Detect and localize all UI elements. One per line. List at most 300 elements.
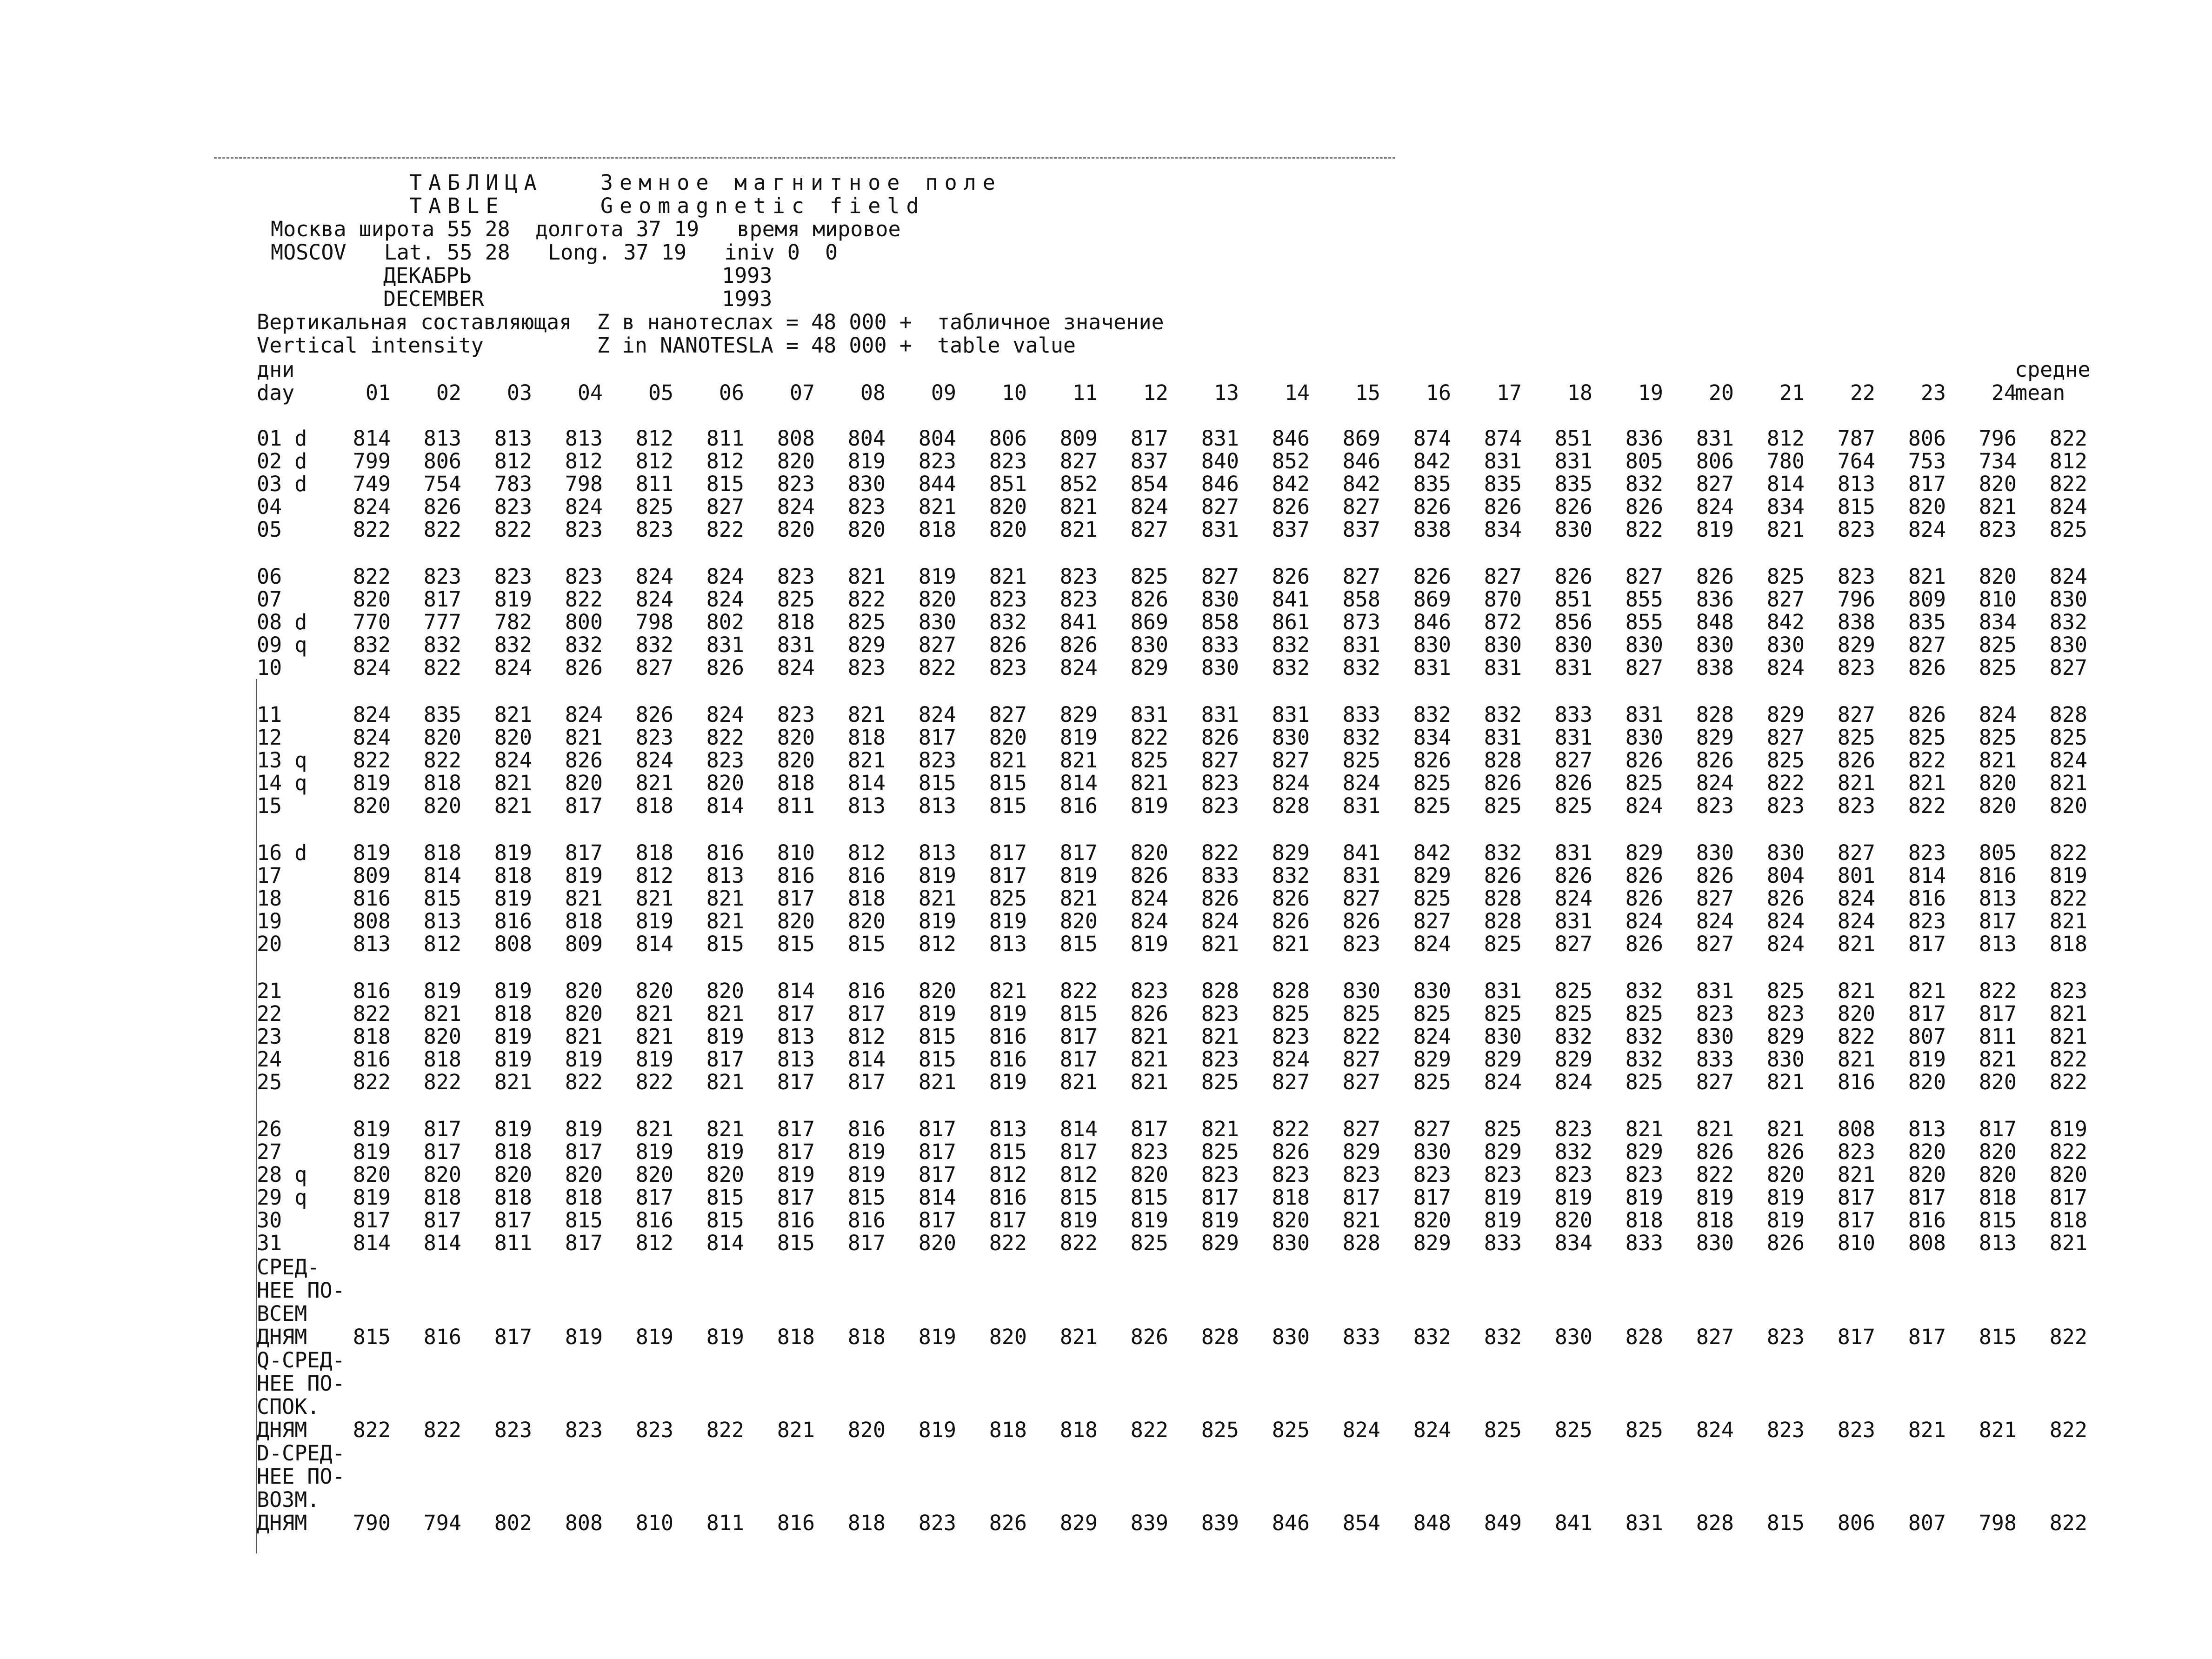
table-cell: 823 xyxy=(1837,793,1875,818)
table-cell: 817 xyxy=(565,840,603,865)
table-cell: 819 xyxy=(1696,517,1734,542)
table-cell: 819 xyxy=(1696,1185,1734,1210)
table-cell: 826 xyxy=(1625,748,1663,773)
day-label: 09 q xyxy=(257,633,307,657)
table-cell: 830 xyxy=(1413,633,1451,657)
table-cell: 829 xyxy=(1059,702,1098,727)
row-mean-value: 812 xyxy=(2049,449,2087,473)
table-cell: 820 xyxy=(353,793,391,818)
table-cell: 820 xyxy=(1979,771,2017,795)
table-cell: 812 xyxy=(635,449,673,473)
day-label: 05 xyxy=(257,517,282,542)
row-mean-value: 822 xyxy=(2049,1047,2087,1072)
table-cell: 827 xyxy=(1342,1117,1380,1141)
table-cell: 824 xyxy=(1130,886,1168,911)
summary-cell: 818 xyxy=(1059,1418,1098,1442)
summary-cell: 819 xyxy=(635,1325,673,1349)
table-cell: 813 xyxy=(918,840,956,865)
table-cell: 815 xyxy=(423,886,461,911)
table-cell: 834 xyxy=(1484,517,1522,542)
table-cell: 819 xyxy=(1201,1208,1239,1233)
table-cell: 825 xyxy=(1979,633,2017,657)
table-cell: 827 xyxy=(1201,748,1239,773)
table-cell: 819 xyxy=(1059,725,1098,750)
summary-cell: 823 xyxy=(1766,1418,1805,1442)
table-cell: 813 xyxy=(1908,1117,1946,1141)
table-cell: 819 xyxy=(1908,1047,1946,1072)
table-cell: 855 xyxy=(1625,610,1663,634)
table-cell: 824 xyxy=(565,702,603,727)
table-cell: 824 xyxy=(1342,771,1380,795)
table-cell: 823 xyxy=(565,564,603,589)
table-cell: 827 xyxy=(1625,655,1663,680)
hour-header-12: 12 xyxy=(1143,380,1168,405)
table-cell: 819 xyxy=(353,771,391,795)
table-cell: 823 xyxy=(1272,1162,1310,1187)
table-cell: 820 xyxy=(706,979,744,1003)
table-cell: 820 xyxy=(777,909,815,933)
table-cell: 813 xyxy=(989,1117,1027,1141)
table-cell: 819 xyxy=(353,840,391,865)
table-cell: 826 xyxy=(1554,863,1592,888)
table-cell: 821 xyxy=(1979,748,2017,773)
table-cell: 754 xyxy=(423,472,461,496)
table-cell: 869 xyxy=(1130,610,1168,634)
table-cell: 819 xyxy=(635,909,673,933)
table-cell: 819 xyxy=(1059,863,1098,888)
table-cell: 829 xyxy=(1272,840,1310,865)
table-cell: 822 xyxy=(918,655,956,680)
table-cell: 854 xyxy=(1130,472,1168,496)
table-cell: 819 xyxy=(353,1139,391,1164)
table-cell: 825 xyxy=(1342,748,1380,773)
table-cell: 858 xyxy=(1342,587,1380,612)
component-ru: Вертикальная составляющая Z в нанотеслах = 48 000 + табличное значение xyxy=(257,310,1164,334)
table-cell: 826 xyxy=(635,702,673,727)
table-cell: 819 xyxy=(1766,1185,1805,1210)
day-label: 24 xyxy=(257,1047,282,1072)
table-cell: 825 xyxy=(1766,564,1805,589)
table-cell: 818 xyxy=(565,1185,603,1210)
table-cell: 819 xyxy=(847,1162,886,1187)
table-cell: 820 xyxy=(847,517,886,542)
table-cell: 820 xyxy=(1130,1162,1168,1187)
table-cell: 842 xyxy=(1272,472,1310,496)
table-cell: 819 xyxy=(494,979,532,1003)
table-cell: 832 xyxy=(1625,979,1663,1003)
table-cell: 799 xyxy=(353,449,391,473)
table-cell: 764 xyxy=(1837,449,1875,473)
table-cell: 829 xyxy=(1554,1047,1592,1072)
table-cell: 819 xyxy=(565,1047,603,1072)
table-cell: 821 xyxy=(706,1001,744,1026)
day-label: 26 xyxy=(257,1117,282,1141)
summary-cell: 820 xyxy=(847,1418,886,1442)
table-cell: 809 xyxy=(565,932,603,956)
table-cell: 823 xyxy=(1554,1162,1592,1187)
table-cell: 870 xyxy=(1484,587,1522,612)
table-cell: 820 xyxy=(918,1231,956,1255)
table-cell: 823 xyxy=(1908,909,1946,933)
table-cell: 832 xyxy=(565,633,603,657)
summary-mean-value: 822 xyxy=(2049,1418,2087,1442)
table-cell: 846 xyxy=(1413,610,1451,634)
table-cell: 813 xyxy=(847,793,886,818)
table-cell: 802 xyxy=(706,610,744,634)
table-cell: 814 xyxy=(1766,472,1805,496)
table-cell: 825 xyxy=(1979,725,2017,750)
table-cell: 824 xyxy=(1837,886,1875,911)
table-cell: 821 xyxy=(706,886,744,911)
table-cell: 824 xyxy=(494,748,532,773)
row-mean-value: 825 xyxy=(2049,517,2087,542)
table-cell: 817 xyxy=(847,1231,886,1255)
table-cell: 819 xyxy=(635,1139,673,1164)
table-cell: 817 xyxy=(989,840,1027,865)
summary-label-line: ДНЯМ xyxy=(257,1325,307,1349)
table-cell: 869 xyxy=(1413,587,1451,612)
title-ru: ТАБЛИЦА Земное магнитное поле xyxy=(409,170,1002,195)
table-cell: 826 xyxy=(1130,1001,1168,1026)
table-cell: 823 xyxy=(1059,587,1098,612)
table-cell: 828 xyxy=(1272,979,1310,1003)
day-label: 06 xyxy=(257,564,282,589)
title-en: TABLE Geomagnetic field xyxy=(409,193,926,218)
table-cell: 816 xyxy=(1059,793,1098,818)
table-cell: 812 xyxy=(635,426,673,451)
table-cell: 830 xyxy=(1696,1024,1734,1049)
day-label: 04 xyxy=(257,494,282,519)
summary-cell: 807 xyxy=(1908,1511,1946,1535)
table-cell: 826 xyxy=(1554,494,1592,519)
table-cell: 817 xyxy=(918,1162,956,1187)
table-cell: 811 xyxy=(635,472,673,496)
table-cell: 829 xyxy=(1484,1047,1522,1072)
summary-cell: 846 xyxy=(1272,1511,1310,1535)
hour-header-24: 24 xyxy=(1991,380,2017,405)
table-cell: 821 xyxy=(494,702,532,727)
table-cell: 832 xyxy=(1272,863,1310,888)
table-cell: 825 xyxy=(1837,725,1875,750)
table-cell: 817 xyxy=(777,886,815,911)
table-cell: 821 xyxy=(1837,1047,1875,1072)
table-cell: 810 xyxy=(1979,587,2017,612)
table-cell: 830 xyxy=(1766,840,1805,865)
table-cell: 817 xyxy=(989,863,1027,888)
table-cell: 821 xyxy=(847,702,886,727)
table-cell: 825 xyxy=(1272,1001,1310,1026)
table-cell: 813 xyxy=(565,426,603,451)
table-cell: 824 xyxy=(353,494,391,519)
table-cell: 821 xyxy=(989,979,1027,1003)
summary-label-line: Q-СРЕД- xyxy=(257,1348,345,1373)
table-cell: 820 xyxy=(918,587,956,612)
table-cell: 824 xyxy=(1696,909,1734,933)
table-cell: 831 xyxy=(1696,426,1734,451)
row-mean-value: 820 xyxy=(2049,793,2087,818)
table-cell: 809 xyxy=(353,863,391,888)
table-cell: 821 xyxy=(1059,748,1098,773)
table-cell: 820 xyxy=(918,979,956,1003)
table-cell: 818 xyxy=(1625,1208,1663,1233)
table-cell: 830 xyxy=(1696,840,1734,865)
table-cell: 825 xyxy=(1625,1001,1663,1026)
table-cell: 826 xyxy=(1766,886,1805,911)
table-cell: 826 xyxy=(1908,702,1946,727)
table-cell: 831 xyxy=(1413,655,1451,680)
hour-header-16: 16 xyxy=(1426,380,1451,405)
table-cell: 823 xyxy=(1766,1001,1805,1026)
table-cell: 821 xyxy=(1059,1070,1098,1094)
table-cell: 821 xyxy=(565,1024,603,1049)
hour-header-15: 15 xyxy=(1355,380,1380,405)
table-cell: 821 xyxy=(1130,1070,1168,1094)
summary-label-line: НЕЕ ПО- xyxy=(257,1371,345,1396)
table-cell: 826 xyxy=(1413,494,1451,519)
table-cell: 818 xyxy=(918,517,956,542)
table-cell: 819 xyxy=(918,564,956,589)
table-cell: 825 xyxy=(1908,725,1946,750)
table-cell: 815 xyxy=(989,771,1027,795)
table-cell: 817 xyxy=(847,1070,886,1094)
day-label: 27 xyxy=(257,1139,282,1164)
summary-cell: 794 xyxy=(423,1511,461,1535)
table-cell: 831 xyxy=(1342,793,1380,818)
table-cell: 823 xyxy=(989,587,1027,612)
table-cell: 828 xyxy=(1696,702,1734,727)
day-label: 12 xyxy=(257,725,282,750)
table-cell: 832 xyxy=(423,633,461,657)
table-cell: 829 xyxy=(1625,840,1663,865)
summary-cell: 825 xyxy=(1201,1418,1239,1442)
table-cell: 832 xyxy=(1484,840,1522,865)
table-cell: 817 xyxy=(1130,1117,1168,1141)
table-cell: 823 xyxy=(918,449,956,473)
table-cell: 820 xyxy=(635,979,673,1003)
table-cell: 817 xyxy=(1908,932,1946,956)
summary-cell: 821 xyxy=(1979,1418,2017,1442)
table-cell: 753 xyxy=(1908,449,1946,473)
table-cell: 820 xyxy=(1908,1070,1946,1094)
summary-label-line: ВСЕМ xyxy=(257,1301,307,1326)
table-cell: 822 xyxy=(353,1001,391,1026)
table-cell: 821 xyxy=(1059,517,1098,542)
table-cell: 823 xyxy=(1908,840,1946,865)
summary-cell: 821 xyxy=(1059,1325,1098,1349)
table-cell: 822 xyxy=(1272,1117,1310,1141)
table-cell: 823 xyxy=(777,472,815,496)
summary-cell: 818 xyxy=(847,1325,886,1349)
table-cell: 819 xyxy=(1484,1208,1522,1233)
table-cell: 831 xyxy=(1554,725,1592,750)
row-mean-value: 821 xyxy=(2049,1231,2087,1255)
table-cell: 869 xyxy=(1342,426,1380,451)
table-cell: 827 xyxy=(1766,725,1805,750)
table-cell: 824 xyxy=(635,748,673,773)
table-cell: 822 xyxy=(353,1070,391,1094)
table-cell: 818 xyxy=(635,793,673,818)
table-cell: 823 xyxy=(918,748,956,773)
row-mean-value: 828 xyxy=(2049,702,2087,727)
table-cell: 822 xyxy=(706,725,744,750)
table-cell: 831 xyxy=(1554,840,1592,865)
table-cell: 826 xyxy=(1413,748,1451,773)
year-ru: 1993 xyxy=(722,263,773,288)
table-cell: 861 xyxy=(1272,610,1310,634)
table-cell: 831 xyxy=(1342,633,1380,657)
table-cell: 820 xyxy=(706,771,744,795)
table-cell: 826 xyxy=(1696,863,1734,888)
table-cell: 830 xyxy=(1696,1231,1734,1255)
table-cell: 827 xyxy=(1625,564,1663,589)
table-cell: 815 xyxy=(706,472,744,496)
table-cell: 826 xyxy=(1413,564,1451,589)
table-cell: 837 xyxy=(1130,449,1168,473)
table-cell: 830 xyxy=(1554,633,1592,657)
day-label: 11 xyxy=(257,702,282,727)
table-cell: 829 xyxy=(847,633,886,657)
table-cell: 822 xyxy=(1979,979,2017,1003)
table-cell: 824 xyxy=(1554,1070,1592,1094)
table-cell: 822 xyxy=(1130,725,1168,750)
table-cell: 821 xyxy=(847,564,886,589)
table-cell: 816 xyxy=(777,863,815,888)
table-cell: 826 xyxy=(1766,1139,1805,1164)
table-cell: 823 xyxy=(1766,793,1805,818)
summary-cell: 806 xyxy=(1837,1511,1875,1535)
table-cell: 816 xyxy=(635,1208,673,1233)
table-cell: 817 xyxy=(635,1185,673,1210)
table-cell: 833 xyxy=(1342,702,1380,727)
summary-label-line: D-СРЕД- xyxy=(257,1441,345,1466)
table-cell: 819 xyxy=(1554,1185,1592,1210)
table-cell: 821 xyxy=(494,771,532,795)
table-cell: 819 xyxy=(353,1117,391,1141)
summary-cell: 815 xyxy=(1979,1325,2017,1349)
table-cell: 821 xyxy=(423,1001,461,1026)
table-cell: 826 xyxy=(1272,886,1310,911)
table-cell: 826 xyxy=(1201,886,1239,911)
table-cell: 832 xyxy=(1625,1024,1663,1049)
table-cell: 826 xyxy=(1696,564,1734,589)
table-cell: 831 xyxy=(1130,702,1168,727)
table-cell: 824 xyxy=(1908,517,1946,542)
table-cell: 852 xyxy=(1059,472,1098,496)
table-cell: 820 xyxy=(1979,1070,2017,1094)
table-cell: 777 xyxy=(423,610,461,634)
table-cell: 817 xyxy=(1908,472,1946,496)
table-cell: 820 xyxy=(565,979,603,1003)
table-cell: 848 xyxy=(1696,610,1734,634)
table-cell: 814 xyxy=(777,979,815,1003)
day-label: 25 xyxy=(257,1070,282,1094)
table-cell: 826 xyxy=(989,633,1027,657)
table-cell: 842 xyxy=(1413,449,1451,473)
table-cell: 822 xyxy=(1766,771,1805,795)
table-cell: 826 xyxy=(1625,932,1663,956)
table-cell: 823 xyxy=(1201,793,1239,818)
table-cell: 824 xyxy=(1766,909,1805,933)
table-cell: 855 xyxy=(1625,587,1663,612)
table-cell: 827 xyxy=(1908,633,1946,657)
table-cell: 818 xyxy=(635,840,673,865)
table-cell: 818 xyxy=(1272,1185,1310,1210)
table-cell: 814 xyxy=(918,1185,956,1210)
table-cell: 817 xyxy=(423,1117,461,1141)
table-cell: 823 xyxy=(1837,1139,1875,1164)
table-cell: 814 xyxy=(1908,863,1946,888)
table-cell: 821 xyxy=(706,1070,744,1094)
table-cell: 836 xyxy=(1696,587,1734,612)
table-cell: 825 xyxy=(1130,564,1168,589)
table-cell: 820 xyxy=(1979,1162,2017,1187)
table-cell: 816 xyxy=(353,1047,391,1072)
table-cell: 815 xyxy=(918,1047,956,1072)
table-cell: 830 xyxy=(1696,633,1734,657)
table-cell: 804 xyxy=(918,426,956,451)
table-cell: 826 xyxy=(1484,863,1522,888)
table-cell: 823 xyxy=(1059,564,1098,589)
table-cell: 818 xyxy=(494,1185,532,1210)
row-mean-value: 822 xyxy=(2049,1070,2087,1094)
table-cell: 823 xyxy=(494,494,532,519)
hour-header-23: 23 xyxy=(1920,380,1946,405)
table-cell: 830 xyxy=(1766,1047,1805,1072)
table-cell: 782 xyxy=(494,610,532,634)
table-cell: 828 xyxy=(1484,748,1522,773)
table-cell: 827 xyxy=(1201,564,1239,589)
table-cell: 824 xyxy=(353,655,391,680)
table-cell: 823 xyxy=(1484,1162,1522,1187)
coords-ru: Москва широта 55 28 долгота 37 19 время мировое xyxy=(271,217,901,241)
table-cell: 827 xyxy=(1413,1117,1451,1141)
table-cell: 834 xyxy=(1766,494,1805,519)
table-cell: 824 xyxy=(1059,655,1098,680)
table-cell: 817 xyxy=(918,1208,956,1233)
table-cell: 826 xyxy=(1272,564,1310,589)
table-cell: 818 xyxy=(423,1047,461,1072)
table-cell: 829 xyxy=(1130,655,1168,680)
table-cell: 820 xyxy=(423,1162,461,1187)
table-cell: 814 xyxy=(706,1231,744,1255)
hour-header-13: 13 xyxy=(1213,380,1239,405)
day-label: 23 xyxy=(257,1024,282,1049)
table-cell: 821 xyxy=(494,793,532,818)
table-cell: 817 xyxy=(1979,1001,2017,1026)
table-cell: 825 xyxy=(1413,1001,1451,1026)
day-label: 07 xyxy=(257,587,282,612)
table-cell: 824 xyxy=(1979,702,2017,727)
table-cell: 823 xyxy=(1130,1139,1168,1164)
table-cell: 834 xyxy=(1554,1231,1592,1255)
day-label: 01 d xyxy=(257,426,307,451)
table-cell: 827 xyxy=(1696,886,1734,911)
table-cell: 824 xyxy=(635,587,673,612)
table-cell: 829 xyxy=(1413,1047,1451,1072)
table-cell: 825 xyxy=(847,610,886,634)
summary-label-line: ДНЯМ xyxy=(257,1418,307,1442)
table-cell: 822 xyxy=(353,564,391,589)
table-cell: 827 xyxy=(1342,494,1380,519)
table-cell: 814 xyxy=(1059,771,1098,795)
table-cell: 832 xyxy=(1272,633,1310,657)
table-cell: 810 xyxy=(777,840,815,865)
row-mean-value: 822 xyxy=(2049,472,2087,496)
table-cell: 824 xyxy=(1625,793,1663,818)
summary-cell: 823 xyxy=(635,1418,673,1442)
table-cell: 823 xyxy=(1201,771,1239,795)
table-cell: 820 xyxy=(1979,472,2017,496)
